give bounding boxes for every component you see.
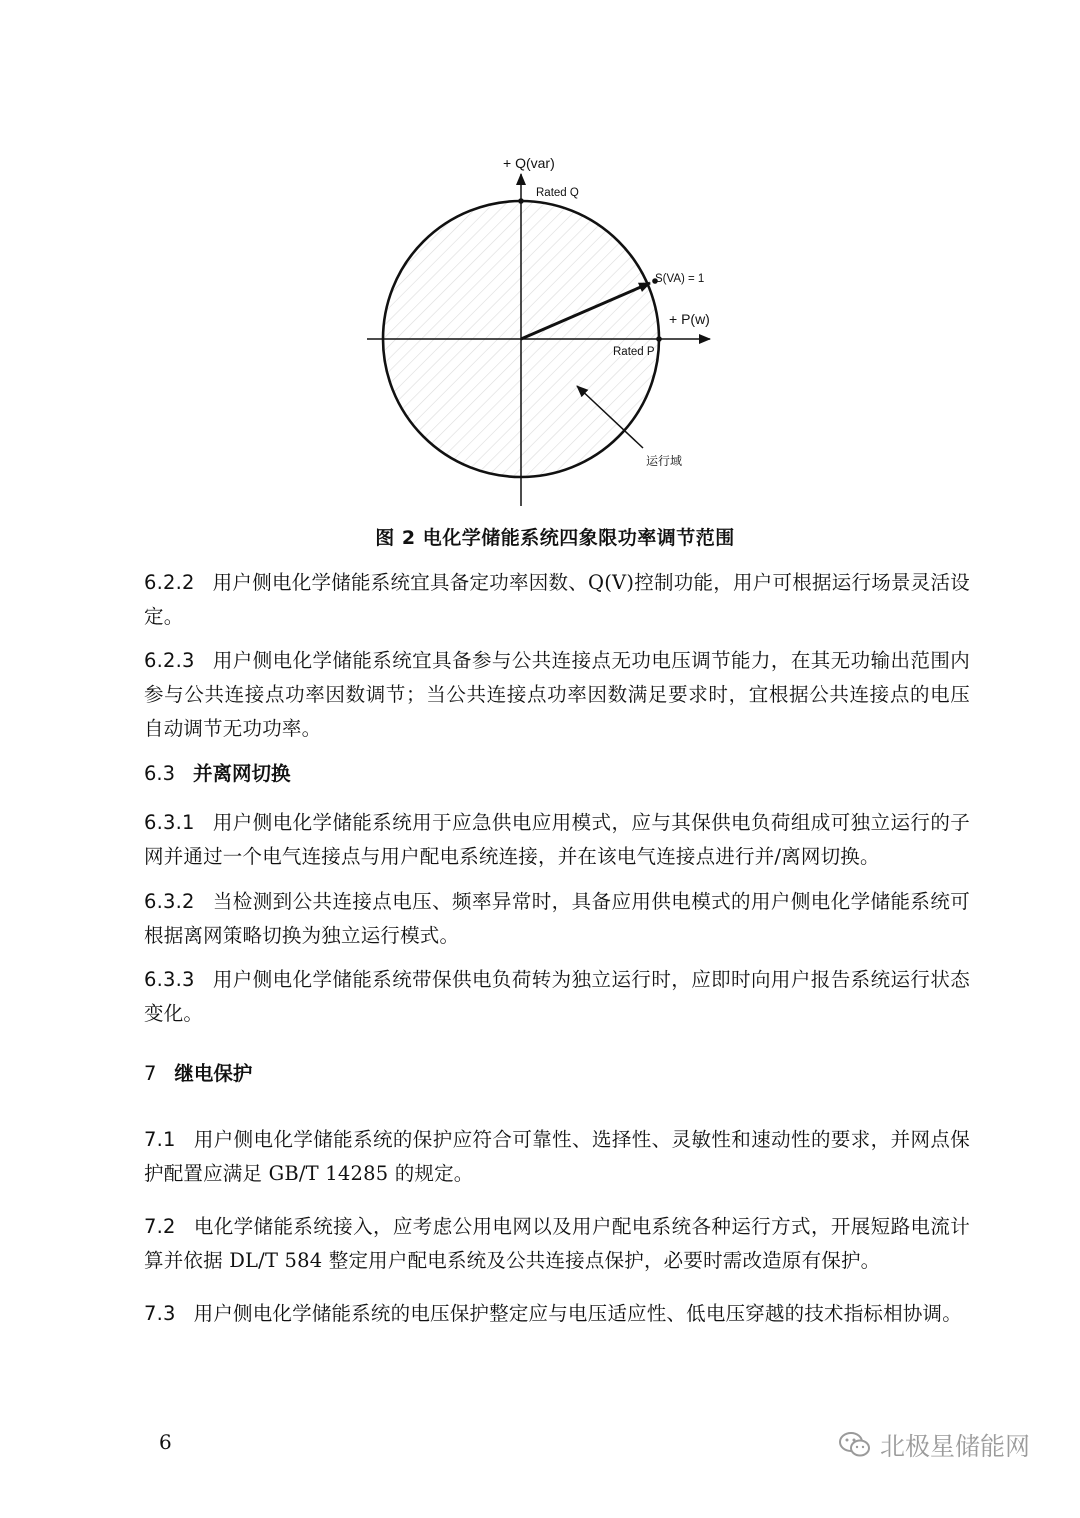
rated-p-label: Rated P [613,346,655,358]
rated-q-point [518,198,524,204]
clause-number: 7.3 [144,1302,176,1325]
clause-number: 6.3.2 [144,890,195,913]
clause-6-3-1 [144,806,970,874]
wechat-icon [838,1430,872,1460]
clause-number: 6.2.3 [144,649,195,672]
region-label: 运行域 [646,454,683,468]
clause-text: 用户侧电化学储能系统用于应急供电应用模式，应与其保供电负荷组成可独立运行的子网并通过一个电气连接点与用户配电系统连接，并在该电气连接点进行并/离网切换。 [144,811,970,868]
section-heading-7 [144,1057,252,1091]
clause-number: 6.3.1 [144,811,195,834]
clause-number: 7.2 [144,1215,176,1238]
section-number: 7 [144,1062,157,1085]
q-axis-label: + Q(var) [503,155,555,171]
page-number: 6 [159,1430,172,1454]
power-range-diagram [340,140,740,520]
clause-text: 用户侧电化学储能系统的保护应符合可靠性、选择性、灵敏性和速动性的要求，并网点保护配置应满足 GB/T 14285 的规定。 [144,1128,970,1185]
p-axis-label: + P(w) [669,311,710,327]
clause-number: 6.3.3 [144,968,195,991]
clause-text: 用户侧电化学储能系统带保供电负荷转为独立运行时，应即时向用户报告系统运行状态变化。 [144,968,970,1025]
clause-text: 用户侧电化学储能系统宜具备定功率因数、Q(V)控制功能，用户可根据运行场景灵活设定。 [144,571,970,628]
clause-text: 当检测到公共连接点电压、频率异常时，具备应用供电模式的用户侧电化学储能系统可根据离网策略切换为独立运行模式。 [144,890,970,947]
clause-7-2 [144,1210,970,1278]
s-label: S(VA) = 1 [655,273,705,285]
clause-number: 7.1 [144,1128,176,1151]
watermark [838,1425,1030,1465]
clause-6-2-2 [144,566,970,634]
rated-p-point [656,336,662,342]
clause-6-2-3 [144,644,970,746]
watermark-text: 北极星储能网 [880,1432,1031,1461]
section-number: 6.3 [144,762,176,785]
clause-7-3 [144,1297,970,1331]
section-heading-6-3 [144,757,291,791]
section-title: 继电保护 [174,1062,253,1085]
rated-q-label: Rated Q [536,187,579,199]
figure-caption: 图 2 电化学储能系统四象限功率调节范围 [375,527,735,549]
clause-text: 用户侧电化学储能系统的电压保护整定应与电压适应性、低电压穿越的技术指标相协调。 [193,1302,962,1325]
section-title: 并离网切换 [193,762,291,785]
clause-7-1 [144,1123,970,1191]
clause-6-3-2 [144,885,970,953]
clause-number: 6.2.2 [144,571,195,594]
clause-6-3-3 [144,963,970,1031]
clause-text: 电化学储能系统接入，应考虑公用电网以及用户配电系统各种运行方式，开展短路电流计算并依据 DL/T 584 整定用户配电系统及公共连接点保护，必要时需改造原有保护。 [144,1215,970,1272]
clause-text: 用户侧电化学储能系统宜具备参与公共连接点无功电压调节能力，在其无功输出范围内参与公共连接点功率因数调节；当公共连接点功率因数满足要求时，宜根据公共连接点的电压自动调节无功功率。 [144,649,970,740]
